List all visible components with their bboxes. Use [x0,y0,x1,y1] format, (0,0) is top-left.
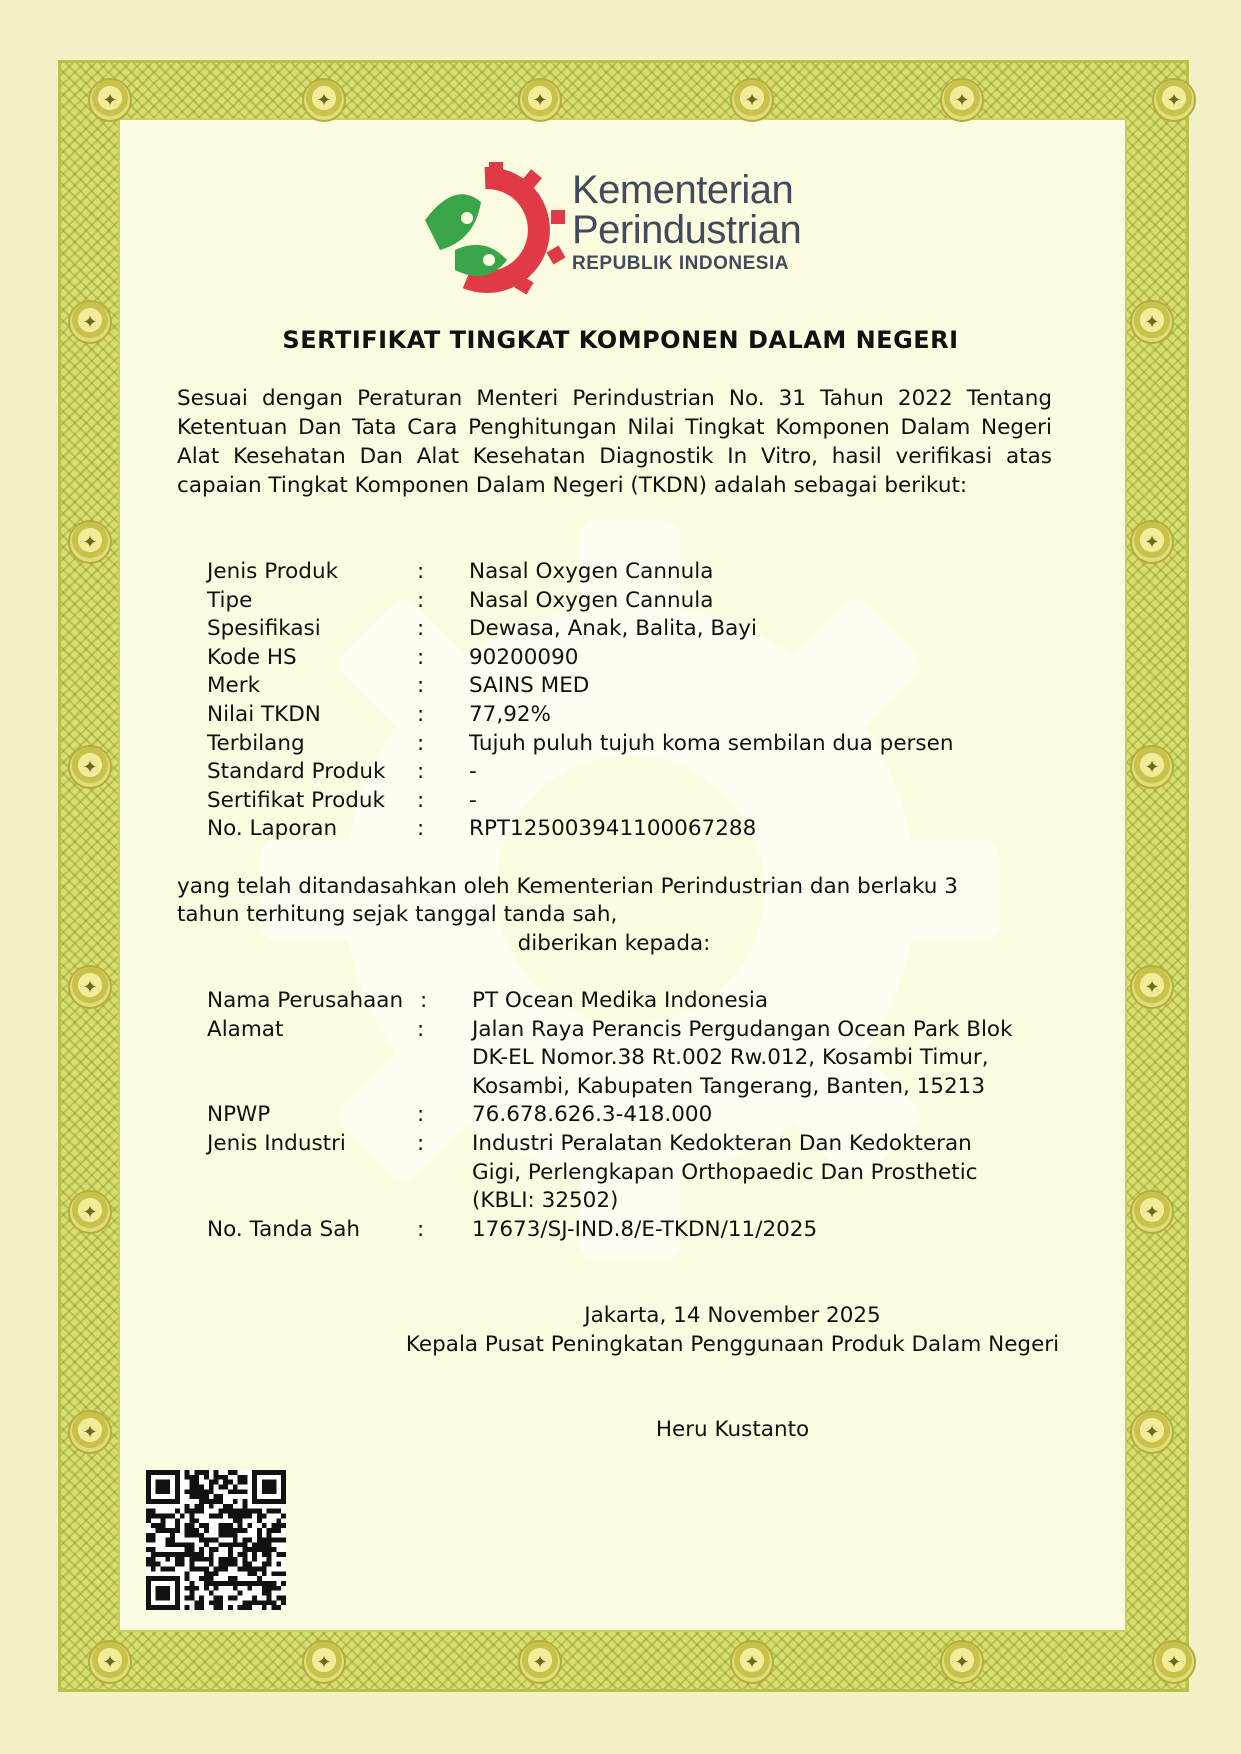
intro-paragraph: Sesuai dengan Peraturan Menteri Perindustrian No. 31 Tahun 2022 Tentang Ketentuan Dan Tata Cara Penghitungan Nilai Tingkat Komponen Dalam Negeri Alat Kesehatan Dan Alat Kesehatan Diagnostik In Vitro, hasil verifikasi atas capaian Tingkat Komponen Dalam Negeri (TKDN) adalah sebagai berikut: [177,386,1052,498]
garuda-seal-icon: ✦ [1130,1190,1174,1234]
field-label: Terbilang [207,730,305,756]
field-colon: : [417,673,425,699]
garuda-seal-icon: ✦ [1130,745,1174,789]
garuda-seal-icon: ✦ [68,745,112,789]
field-label: Tipe [207,587,253,613]
garuda-seal-icon: ✦ [88,1640,132,1684]
field-label: Standard Produk [207,759,386,785]
field-colon: : [417,759,425,785]
field-value: Kosambi, Kabupaten Tangerang, Banten, 15213 [472,1073,986,1099]
garuda-seal-icon: ✦ [518,1640,562,1684]
field-value: Dewasa, Anak, Balita, Bayi [469,616,757,642]
field-colon: : [417,1216,425,1242]
field-value: Jalan Raya Perancis Pergudangan Ocean Park Blok [472,1016,1013,1042]
field-label: Kode HS [207,644,297,670]
field-label: Nilai TKDN [207,702,321,727]
ministry-name [572,170,801,273]
field-colon: : [417,1102,425,1128]
field-value: SAINS MED [469,673,590,699]
field-value: Nasal Oxygen Cannula [469,587,714,613]
field-value: Nasal Oxygen Cannula [469,559,714,584]
field-label: No. Tanda Sah [207,1216,361,1242]
field-value: Tujuh puluh tujuh koma sembilan dua persen [469,730,954,756]
field-value: Industri Peralatan Kedokteran Dan Kedokteran [472,1131,972,1156]
garuda-seal-icon: ✦ [1130,965,1174,1009]
field-label: Nama Perusahaan [207,988,404,1013]
garuda-seal-icon: ✦ [1130,1410,1174,1454]
field-colon: : [417,644,425,670]
validity-line-2: tahun terhitung sejak tanggal tanda sah, [177,902,618,927]
garuda-seal-icon: ✦ [68,1190,112,1234]
garuda-seal-icon: ✦ [730,78,774,122]
garuda-seal-icon: ✦ [68,520,112,564]
field-colon: : [417,702,425,727]
certificate-title: SERTIFIKAT TINGKAT KOMPONEN DALAM NEGERI [282,326,959,354]
field-label: Spesifikasi [207,616,321,642]
field-label: Jenis Industri [207,1131,346,1156]
garuda-seal-icon: ✦ [940,78,984,122]
field-label: Jenis Produk [207,559,339,584]
field-colon: : [417,1131,425,1156]
signer-name: Heru Kustanto [655,1417,810,1442]
field-colon: : [417,816,425,842]
garuda-seal-icon: ✦ [1152,1640,1196,1684]
field-value: PT Ocean Medika Indonesia [472,988,768,1013]
field-label: Sertifikat Produk [207,787,386,813]
field-colon: : [417,1016,425,1042]
garuda-seal-icon: ✦ [1130,520,1174,564]
ministry-country: REPUBLIK INDONESIA [572,253,789,274]
garuda-seal-icon: ✦ [730,1640,774,1684]
garuda-seal-icon: ✦ [302,1640,346,1684]
garuda-seal-icon: ✦ [302,78,346,122]
field-label: Alamat [207,1016,284,1042]
garuda-seal-icon: ✦ [1152,78,1196,122]
field-value: DK-EL Nomor.38 Rt.002 Rw.012, Kosambi Timur, [472,1045,989,1071]
field-value: 77,92% [469,702,551,727]
ministry-name-line1: Kementerian [572,168,794,212]
field-value: - [469,787,477,813]
ministry-name-line2: Perindustrian [572,208,802,252]
qr-code [146,1470,286,1610]
field-label: NPWP [207,1102,271,1128]
field-value: - [469,759,477,785]
garuda-seal-icon: ✦ [68,300,112,344]
field-colon: : [417,559,425,584]
field-value: 76.678.626.3-418.000 [472,1102,713,1128]
garuda-seal-icon: ✦ [88,78,132,122]
garuda-seal-icon: ✦ [1130,300,1174,344]
field-value: (KBLI: 32502) [472,1188,619,1214]
field-colon: : [417,616,425,642]
signer-position: Kepala Pusat Peningkatan Penggunaan Produk Dalam Negeri [405,1332,1060,1357]
field-value: 90200090 [469,644,579,670]
validity-line-1: yang telah ditandasahkan oleh Kementerian Perindustrian dan berlaku 3 [177,874,958,899]
field-value: RPT125003941100067288 [469,816,757,842]
field-label: No. Laporan [207,816,338,842]
field-label: Merk [207,673,261,699]
place-date: Jakarta, 14 November 2025 [584,1303,881,1328]
garuda-seal-icon: ✦ [518,78,562,122]
field-value: Gigi, Perlengkapan Orthopaedic Dan Prosthetic [472,1159,978,1185]
garuda-seal-icon: ✦ [68,1410,112,1454]
garuda-seal-icon: ✦ [940,1640,984,1684]
field-colon: : [417,787,425,813]
field-colon: : [417,730,425,756]
field-value: 17673/SJ-IND.8/E-TKDN/11/2025 [472,1216,818,1242]
given-to-text: diberikan kepada: [517,931,711,956]
garuda-seal-icon: ✦ [68,965,112,1009]
field-colon: : [420,988,428,1013]
field-colon: : [417,587,425,613]
